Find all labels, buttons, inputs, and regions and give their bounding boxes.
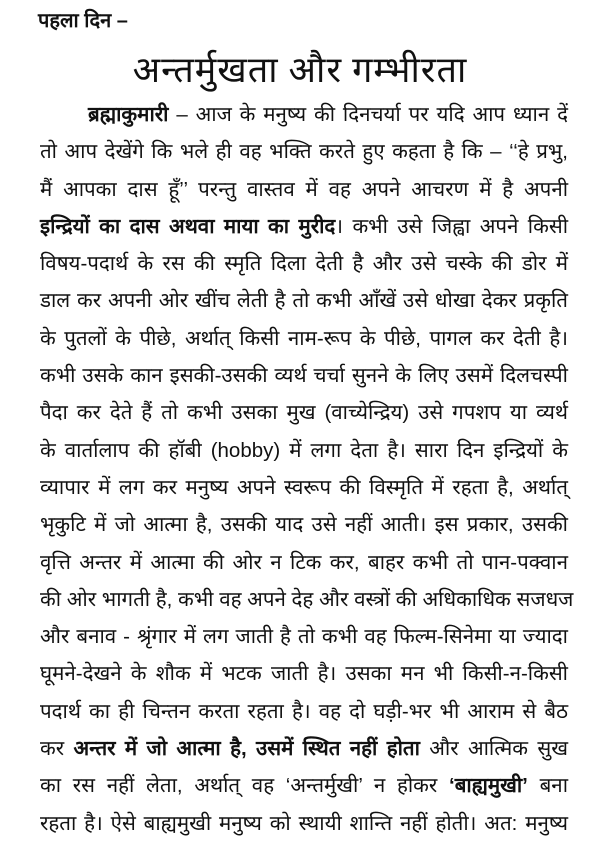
text-line (40, 693, 568, 730)
line-text: – आज के मनुष्य की दिनचर्या पर यदि आप ध्यान दें (168, 103, 568, 126)
text-line (40, 171, 568, 208)
text-line (40, 357, 568, 394)
text-line (40, 208, 568, 245)
body-paragraph (40, 96, 574, 842)
text-line (40, 655, 568, 692)
line-bold-text: ब्रह्माकुमारी (88, 103, 169, 126)
line-text: पैदा कर देते हैं तो कभी उसका मुख (वाच्येन्द्रिय) उसे गपशप या व्यर्थ (40, 401, 568, 425)
text-line (40, 96, 568, 133)
line-bold-text: इन्द्रियों का दास अथवा माया का मुरीद (40, 214, 336, 238)
text-line (40, 730, 568, 767)
line-text: तो आप देखेंगे कि भले ही वह भक्ति करते हुए कहता है कि – ‘‘हे प्रभु, (40, 140, 568, 164)
line-text: और आत्मिक सुख (419, 737, 568, 761)
text-line (40, 767, 568, 804)
text-line (40, 805, 568, 842)
line-bold-text: अन्तर में जो आत्मा है, उसमें स्थित नहीं होता (73, 737, 420, 761)
line-text: की ओर भागती है, कभी वह अपने देह और वस्त्रों की अधिकाधिक सजधज (40, 587, 574, 611)
text-line (40, 506, 568, 543)
line-text: रहता है। ऐसे बाह्यमुखी मनुष्य को स्थायी शान्ति नहीं होती। अत: मनुष्य (40, 811, 568, 835)
page-title: अन्तर्मुखता और गम्भीरता (132, 50, 468, 90)
line-text: वृत्ति अन्तर में आत्मा की ओर न टिक कर, बाहर कभी तो पान-पक्वान (40, 550, 568, 574)
line-text: के वार्तालाप की हॉबी (hobby) में लगा देता है। सारा दिन इन्द्रियों के (40, 438, 568, 462)
line-bold-text: ‘बाह्यमुखी’ (449, 774, 528, 798)
text-line (40, 394, 568, 431)
line-text: और बनाव - श्रृंगार में लग जाती है तो कभी वह फिल्म-सिनेमा या ज्यादा (40, 625, 568, 649)
text-line (40, 245, 568, 282)
line-text: विषय-पदार्थ के रस की स्मृति दिला देती है और उसे चस्के की डोर में (40, 252, 568, 276)
text-line (40, 544, 568, 581)
text-line (40, 618, 568, 655)
line-text: घूमने-देखने के शौक में भटक जाती है। उसका मन भी किसी-न-किसी (40, 662, 568, 686)
line-text: के पुतलों के पीछे, अर्थात् किसी नाम-रूप के पीछे, पागल कर देती है। (40, 326, 568, 350)
text-line (40, 133, 568, 170)
text-line (40, 282, 568, 319)
text-line (40, 469, 568, 506)
chapter-label: पहला दिन – (38, 10, 128, 32)
line-text: । कभी उसे जिह्वा अपने किसी (335, 214, 569, 238)
line-text: डाल कर अपनी ओर खींच लेती है तो कभी आँखें उसे धोखा देकर प्रकृति (40, 289, 568, 313)
line-text: का रस नहीं लेता, अर्थात् वह ‘अन्तर्मुखी’ न होकर (40, 774, 449, 798)
line-text: व्यापार में लग कर मनुष्य अपने स्वरूप की विस्मृति में रहता है, अर्थात् (40, 475, 568, 499)
text-line (40, 320, 568, 357)
line-text: कभी उसके कान इसकी-उसकी व्यर्थ चर्चा सुनने के लिए उसमें दिलचस्पी (40, 364, 568, 388)
line-text: भृकुटि में जो आत्मा है, उसकी याद उसे नहीं आती। इस प्रकार, उसकी (40, 513, 568, 537)
line-text: मैं आपका दास हूँ’’ परन्तु वास्तव में वह अपने आचरण में है अपनी (40, 177, 568, 201)
line-text: पदार्थ का ही चिन्तन करता रहता है। वह दो घड़ी-भर भी आराम से बैठ (40, 699, 568, 723)
text-line (40, 581, 574, 618)
line-text: बना (527, 774, 568, 798)
text-line (40, 432, 568, 469)
line-text: कर (40, 737, 74, 761)
